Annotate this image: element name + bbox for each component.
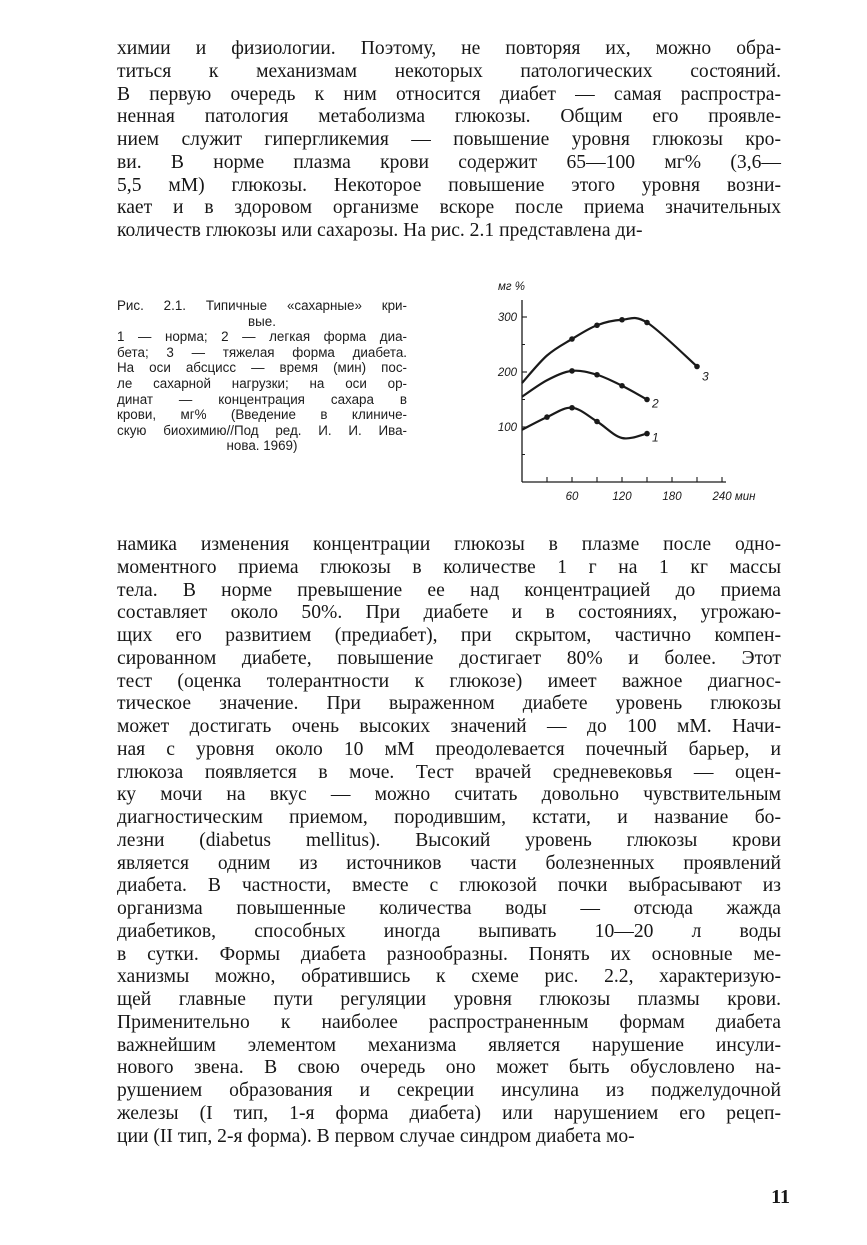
data-point-1 [644, 431, 650, 437]
text-line: 5,5 мМ) глюкозы. Некоторое повышение этого уровня возни- [117, 174, 781, 196]
data-point-3 [569, 336, 575, 342]
text-line: организма повышенные количества воды — отсюда жажда [117, 898, 781, 919]
series-label-3: 3 [702, 369, 709, 384]
y-tick-label: 200 [497, 367, 517, 379]
caption-body-line: 1 — норма; 2 — легкая форма диа- [117, 329, 407, 345]
figure-caption [117, 298, 407, 454]
series-label-2: 2 [652, 396, 659, 411]
text-line: щих его развитием (предиабет), при скрытом, частично компен- [117, 625, 781, 646]
text-line: железы (I тип, 1-я форма диабета) или нарушением его рецеп- [117, 1102, 781, 1124]
series-line-3 [522, 318, 697, 383]
caption-title [117, 298, 407, 329]
y-unit-label: мг % [498, 281, 525, 293]
caption-title-line: Рис. 2.1. Типичные «сахарные» кри- [117, 298, 407, 313]
page-number: 11 [771, 1186, 790, 1208]
caption-body-line: скую биохимию//Под ред. И. И. Ива- [117, 422, 407, 438]
data-point-2 [594, 372, 600, 378]
text-line: ханизмы можно, обратившись к схеме рис. 2.2, характеризую- [117, 966, 781, 988]
text-line: диабетиков, способных иногда выпивать 10—20 л воды [117, 920, 781, 942]
text-line: рушением образования и секреции инсулина из поджелудочной [117, 1080, 781, 1101]
series-line-2 [522, 371, 647, 400]
data-point-3 [594, 322, 600, 328]
text-line: ции (II тип, 2-я форма). В первом случае синдром диабета мо- [117, 1125, 635, 1147]
y-tick-label: 100 [497, 422, 517, 434]
text-line: составляет около 50%. При диабете и в состояниях, угрожаю- [117, 602, 781, 624]
text-line: тическое значение. При выраженном диабете уровень глюкозы [117, 693, 781, 715]
data-point-3 [644, 320, 650, 326]
text-line: Применительно к наиболее распространенным формам диабета [117, 1011, 781, 1033]
text-line: в сутки. Формы диабета разнообразны. Понять их основные ме- [117, 943, 781, 965]
x-tick-label: 240 мин [712, 491, 756, 503]
text-line: химии и физиологии. Поэтому, не повторяя их, можно обра- [117, 38, 781, 59]
sugar-curves-figure [470, 270, 790, 510]
text-line: кает и в здоровом организме вскоре после приема значительных [117, 197, 781, 219]
data-point-1 [594, 419, 600, 425]
paragraph-top [117, 38, 781, 243]
text-line: моментного приема глюкозы в количестве 1 г на 1 кг массы [117, 556, 781, 578]
data-point-3 [694, 364, 700, 370]
x-tick-label: 120 [612, 491, 632, 503]
caption-title-line: вые. [248, 313, 276, 329]
text-line: щей главные пути регуляции уровня глюкозы плазмы крови. [117, 989, 781, 1010]
text-line: лезни (diabetus mellitus). Высокий уровень глюкозы крови [117, 829, 781, 851]
text-line: количеств глюкозы или сахарозы. На рис. 2.1 представлена ди- [117, 220, 643, 241]
caption-body-line: На оси абсцисс — время (мин) пос- [117, 360, 407, 376]
data-point-2 [619, 383, 625, 389]
text-line: глюкоза появляется в моче. Тест врачей средневековья — оцен- [117, 761, 781, 783]
series-label-1: 1 [652, 430, 659, 445]
text-line: может достигать очень высоких значений — до 100 мМ. Начи- [117, 716, 781, 737]
text-line: титься к механизмам некоторых патологических состояний. [117, 60, 781, 82]
text-line: важнейшим элементом механизма является нарушение инсули- [117, 1034, 781, 1056]
caption-body-line: бета; 3 — тяжелая форма диабета. [117, 344, 407, 360]
text-line: нового звена. В свою очередь оно может быть обусловлено на- [117, 1057, 781, 1079]
y-tick-label: 300 [497, 312, 517, 324]
text-line: В первую очередь к ним относится диабет — самая распростра- [117, 83, 781, 105]
data-point-2 [569, 368, 575, 374]
series-line-1 [522, 408, 647, 439]
x-tick-label: 180 [662, 491, 682, 503]
text-line: ненная патология метаболизма глюкозы. Общим его проявле- [117, 106, 781, 128]
text-line: нием служит гипергликемия — повышение уровня глюкозы кро- [117, 129, 781, 150]
text-line: тест (оценка толерантности к глюкозе) имеет важное диагнос- [117, 670, 781, 692]
text-line: тела. В норме превышение ее над концентрацией до приема [117, 579, 781, 601]
caption-body-line: динат — концентрация сахара в [117, 391, 407, 407]
data-point-1 [544, 414, 550, 420]
caption-body-line: ле сахарной нагрузки; на оси ор- [117, 375, 407, 391]
data-point-1 [569, 405, 575, 411]
text-line: намика изменения концентрации глюкозы в плазме после одно- [117, 534, 781, 555]
data-point-2 [644, 397, 650, 403]
caption-body-line: нова. 1969) [226, 438, 298, 454]
text-line: ку мочи на вкус — можно считать довольно чувствительным [117, 784, 781, 806]
text-line: ная с уровня около 10 мМ преодолевается почечный барьер, и [117, 738, 781, 760]
paragraph-bottom [117, 534, 781, 1148]
caption-body-line: крови, мг% (Введение в клиниче- [117, 407, 407, 423]
text-line: является одним из источников части болезненных проявлений [117, 852, 781, 874]
text-line: ви. В норме плазма крови содержит 65—100 мг% (3,6— [117, 151, 781, 173]
text-line: сированном диабете, повышение достигает 80% и более. Этот [117, 647, 781, 669]
text-line: диабета. В частности, вместе с глюкозой почки выбрасывают из [117, 875, 781, 897]
x-tick-label: 60 [565, 491, 579, 503]
caption-body [117, 329, 407, 454]
sugar-curves-chart [470, 270, 790, 510]
data-point-3 [619, 317, 625, 323]
text-line: диагностическим приемом, породившим, кстати, и название бо- [117, 807, 781, 828]
